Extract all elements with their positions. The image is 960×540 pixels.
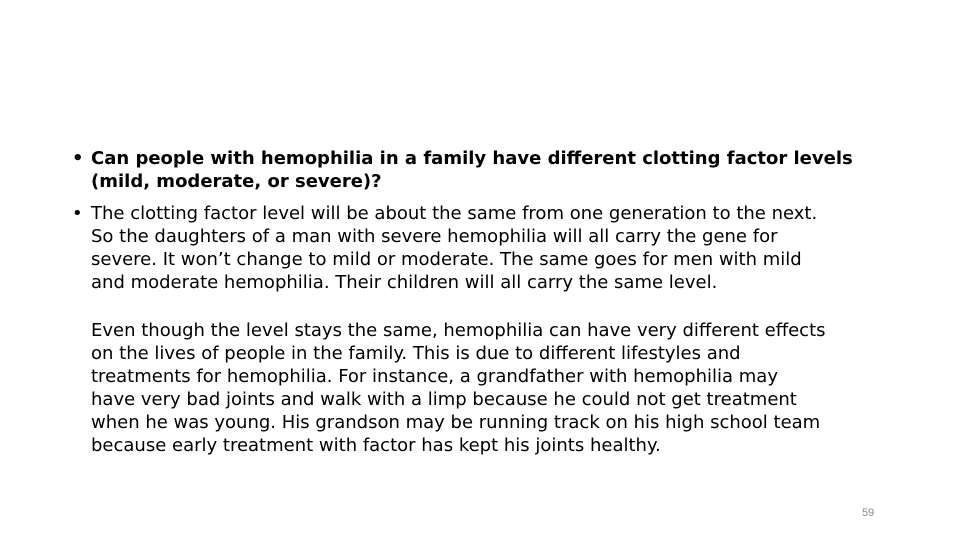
bullet-marker: • (72, 148, 84, 169)
bullet-answer (72, 202, 892, 294)
slide-content (72, 147, 892, 457)
bullet-question (72, 147, 892, 193)
answer-text: The clotting factor level will be about the same from one generation to the next. So the daughters of a man with severe hemophilia will all carry the gene for severe. It won’t change to mild or moderate. The same goes for men with mild and moderate hemophilia. Their children will all carry the same level. (91, 203, 818, 293)
explanation-paragraph: Even though the level stays the same, hemophilia can have very different effects on the lives of people in the family. This is due to different lifestyles and treatments for hemophilia. For instance, a grandfather with hemophilia may have very bad joints and walk with a limp because he could not get treatment when he was young. His grandson may be running track on his high school team because early treatment with factor has kept his joints healthy. (91, 320, 826, 456)
bullet-marker: • (72, 203, 83, 224)
page-number: 59 (862, 507, 875, 519)
question-text: Can people with hemophilia in a family have different clotting factor levels (mild, moderate, or severe)? (91, 148, 853, 192)
